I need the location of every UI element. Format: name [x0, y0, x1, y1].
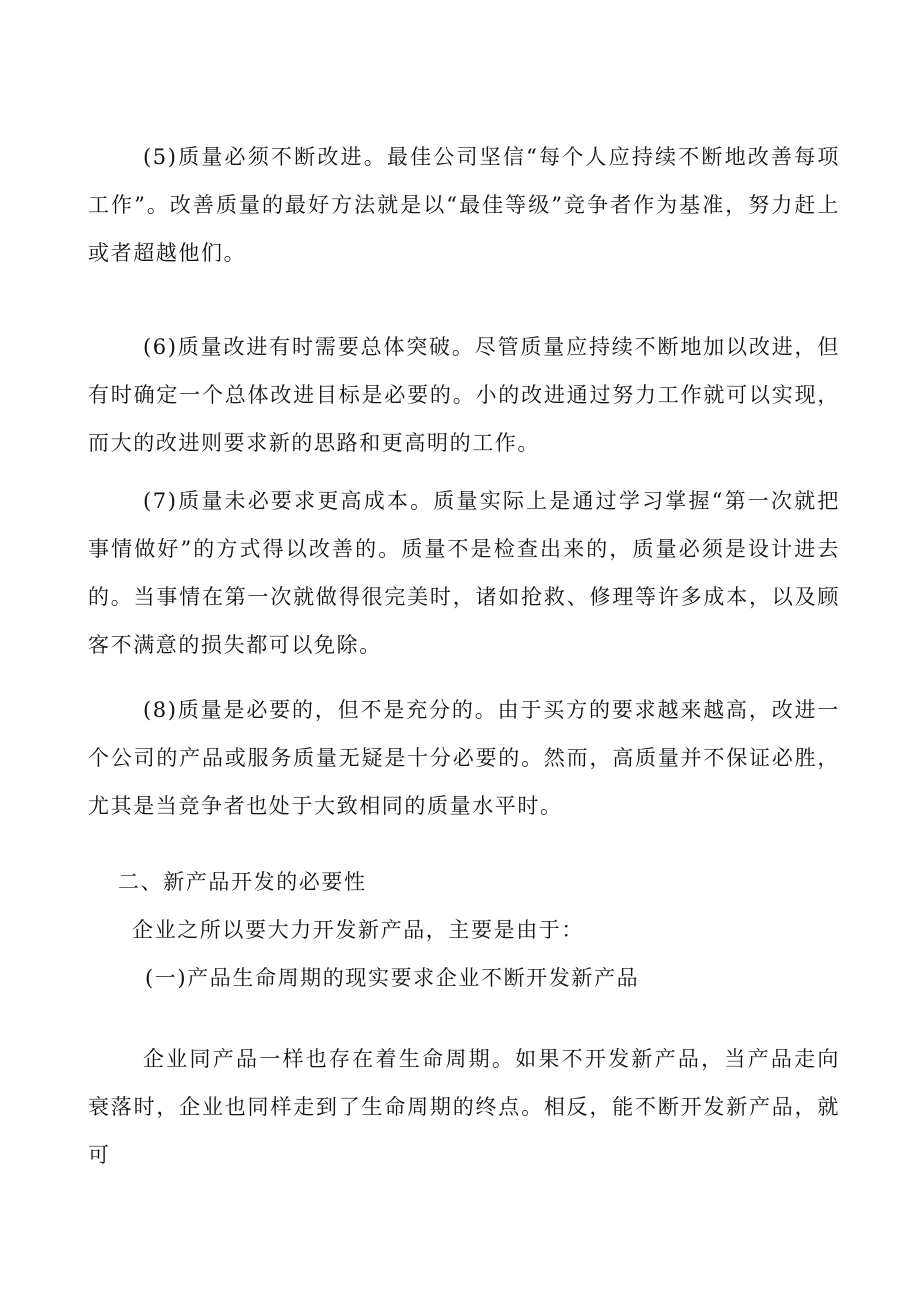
paragraph-point-6: (6)质量改进有时需要总体突破。尽管质量应持续不断地加以改进，但有时确定一个总体改进目标是必要的。小的改进通过努力工作就可以实现，而大的改进则要求新的思路和更高明的工作。	[88, 335, 840, 455]
closing-paragraph: 企业同产品一样也存在着生命周期。如果不开发新产品，当产品走向衰落时，企业也同样走到了生命周期的终点。相反，能不断开发新产品，就可	[88, 1047, 840, 1167]
intro-line: 企业之所以要大力开发新产品，主要是由于：	[132, 918, 584, 942]
paragraph-point-5: (5)质量必须不断改进。最佳公司坚信“每个人应持续不断地改善每项工作”。改善质量的最好方法就是以“最佳等级”竞争者作为基准，努力赶上或者超越他们。	[88, 145, 840, 265]
section-heading: 二、新产品开发的必要性	[118, 870, 367, 894]
paragraph-point-7: (7)质量未必要求更高成本。质量实际上是通过学习掌握“第一次就把事情做好”的方式得以改善的。质量不是检查出来的，质量必须是设计进去的。当事情在第一次就做得很完美时，诸如抢救、修理等许多成本，以及顾客不满意的损失都可以免除。	[88, 489, 840, 657]
subheading: (一)产品生命周期的现实要求企业不断开发新产品	[145, 966, 640, 990]
paragraph-point-8: (8)质量是必要的，但不是充分的。由于买方的要求越来越高，改进一个公司的产品或服务质量无疑是十分必要的。然而，高质量并不保证必胜，尤其是当竞争者也处于大致相同的质量水平时。	[88, 698, 840, 818]
